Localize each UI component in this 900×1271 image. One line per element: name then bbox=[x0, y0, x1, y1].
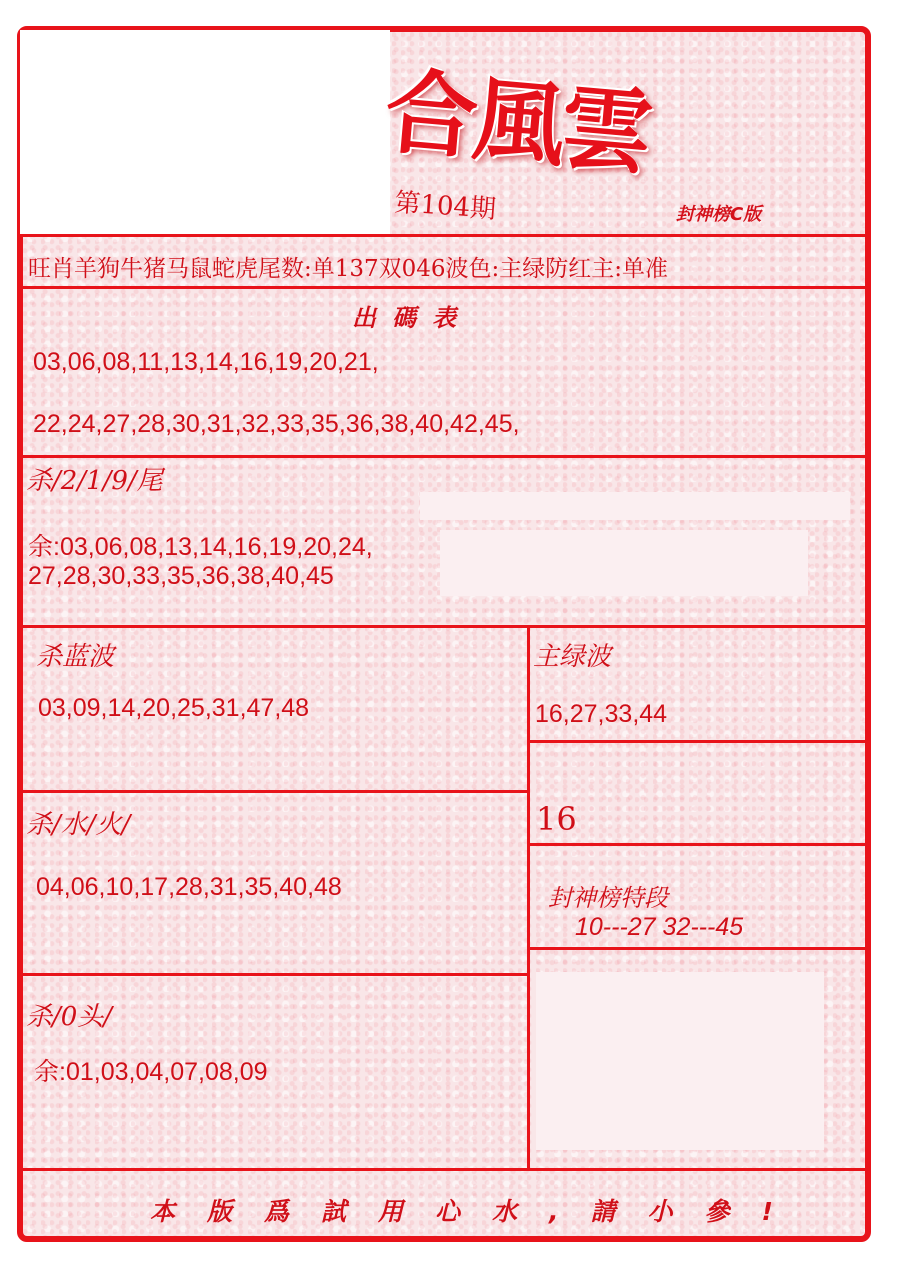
divider-footer bbox=[20, 1168, 868, 1171]
main-green-label: 主绿波 bbox=[533, 642, 612, 672]
main-green-numbers: 16,27,33,44 bbox=[535, 700, 668, 728]
special-segment-label: 封神榜特段 bbox=[548, 884, 668, 912]
divider-column bbox=[527, 625, 530, 1170]
draw-table-title: 出碼表 bbox=[352, 304, 472, 332]
divider-left-2 bbox=[20, 973, 529, 976]
kill-blue-label: 杀蓝波 bbox=[36, 642, 115, 672]
kill-tail-line-1: 余:03,06,08,13,14,16,19,20,24, bbox=[28, 533, 373, 561]
page-title: 合風雲 bbox=[380, 56, 654, 188]
kill-element-label: 杀/水/火/ bbox=[26, 810, 131, 840]
masked-panel-corner bbox=[536, 972, 824, 1150]
kill-head-label: 杀/0头/ bbox=[26, 1002, 113, 1032]
special-segment-ranges: 10---27 32---45 bbox=[575, 913, 744, 941]
kill-element-numbers: 04,06,10,17,28,31,35,40,48 bbox=[36, 873, 342, 901]
divider-right-1 bbox=[527, 740, 868, 743]
issue-number: 第104期 bbox=[393, 187, 497, 226]
kill-blue-numbers: 03,09,14,20,25,31,47,48 bbox=[38, 694, 310, 722]
footer-disclaimer: 本版爲試用心水,請小參! bbox=[150, 1197, 805, 1226]
single-pick-number: 16 bbox=[536, 800, 577, 838]
logo-mask bbox=[20, 30, 390, 236]
divider-info bbox=[20, 286, 868, 289]
kill-tail-label: 杀/2/1/9/尾 bbox=[26, 466, 163, 496]
divider-left-1 bbox=[20, 790, 529, 793]
draw-table-line-1: 03,06,08,11,13,14,16,19,20,21, bbox=[33, 348, 379, 376]
edition-label: 封神榜C版 bbox=[676, 204, 762, 225]
kill-head-numbers: 余:01,03,04,07,08,09 bbox=[34, 1058, 268, 1086]
divider-right-3 bbox=[527, 947, 868, 950]
masked-panel-tail-2 bbox=[440, 530, 808, 596]
divider-tail bbox=[20, 625, 868, 628]
divider-right-2 bbox=[527, 843, 868, 846]
kill-tail-line-2: 27,28,30,33,35,36,38,40,45 bbox=[28, 562, 334, 590]
draw-table-line-2: 22,24,27,28,30,31,32,33,35,36,38,40,42,45, bbox=[33, 410, 520, 438]
divider-table bbox=[20, 455, 868, 458]
masked-panel-tail bbox=[420, 492, 850, 520]
divider-header bbox=[20, 234, 868, 237]
info-line: 旺肖羊狗牛猪马鼠蛇虎尾数:单137双046波色:主绿防红主:单准 bbox=[28, 256, 669, 282]
